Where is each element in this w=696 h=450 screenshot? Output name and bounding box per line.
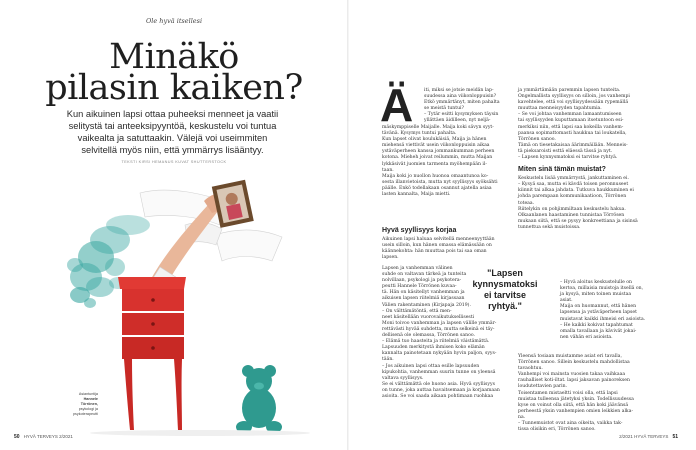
body-line: ystäväperheen kanssa jommankumman perheen bbox=[382, 149, 495, 155]
section-heading: Hyvä syyllisyys korjaa bbox=[382, 227, 457, 234]
body-line: Törrönen sanoo. Sillein keskustelu mahdollistaa bbox=[518, 360, 630, 366]
caption-line: Asiantuntija bbox=[78, 392, 98, 396]
body-line: yllättäen äidilleen, nyt neljä- bbox=[424, 118, 491, 124]
body-line: Vanhempi voi mainsta vuosien takaa vaihkaaa bbox=[518, 372, 626, 378]
body-line: – Tunnemuistot ovat aina oikeita, vaikka tak- bbox=[518, 421, 623, 427]
body-line: – Elämä tuo haasteita ja riitelmiä väistämättä. bbox=[382, 339, 490, 345]
body-line: aikuisen lapsen riitelmiä kirjassaan bbox=[382, 296, 465, 302]
body-line: sesta illanvietoista, mutta nyt syyllisyys syöksähti bbox=[382, 179, 498, 185]
page-number: 51 bbox=[672, 434, 678, 440]
title-line: Minäkö bbox=[109, 37, 239, 77]
body-line: tään. bbox=[382, 357, 394, 363]
body-line: paansa sopimattomasti haukkua tai loukatella, bbox=[518, 130, 627, 136]
body-line: toteaa. bbox=[518, 200, 535, 206]
body-line: Moni toivoo vanhemman ja lapsen välille ymmär- bbox=[382, 320, 497, 326]
body-line: Se ei välttämättä ole huono asia. Hyvä syyllisyys bbox=[382, 381, 495, 387]
body-line: lasten kannalta, Maija mietti. bbox=[382, 192, 451, 198]
pull-quote-line: ryhtyä." bbox=[488, 301, 522, 311]
left-folio bbox=[14, 434, 73, 440]
body-line: kiinnit tai alkaa jahdata. Tutkuva haukkuminen ei bbox=[518, 188, 634, 194]
body-line: se meistä tuntui? bbox=[424, 106, 464, 112]
body-line: Lapsuuden merkitystä ihmisen koko elämän bbox=[382, 345, 485, 351]
body-line: tä. Hän on käsitellyt vanhemman ja bbox=[382, 290, 465, 296]
right-column bbox=[518, 88, 638, 231]
body-line: tai syyllisyyden kuputtamaan itsetuntoon esi- bbox=[518, 118, 624, 124]
body-line: Etkö ymmärtänyt, miten pahalta bbox=[424, 100, 500, 106]
section-kicker: Ole hyvä itsellesi bbox=[145, 17, 203, 25]
body-line: kipukohtia, vanhemman suurin tunne on yleensä bbox=[382, 369, 496, 375]
right-folio bbox=[619, 434, 678, 440]
body-line: tissa olisikin eri, Törrönen sanoo. bbox=[518, 427, 596, 433]
body-line: valtava syyllisyys. bbox=[382, 375, 424, 381]
body-line: neet käsitellään vuorovaikutuksellisesti bbox=[382, 314, 475, 320]
body-line: miehensä viettivät usein viikonloppuisin aikaa bbox=[382, 143, 490, 149]
body-line: nolvillaan, psykologi ja psykotera- bbox=[382, 278, 462, 284]
body-line: Toisentamen mistaeltti voisi olla, että lapsi bbox=[518, 390, 618, 396]
body-line: käännekohta: hän muuttaa pois tai saa oman bbox=[382, 249, 487, 255]
intro-column-continued bbox=[382, 125, 498, 198]
body-line: – Kysyä saa, mutta ei kävdä toisen peronnuseet bbox=[518, 182, 629, 188]
pull-quote-line: ei tarvitse bbox=[483, 290, 527, 300]
body-line: päälle. Enkö todellakaan osannut ajatella asiaa bbox=[382, 185, 492, 191]
body-line: omalla tavallaan ja kävivät jokai- bbox=[560, 328, 637, 334]
red-dresser bbox=[118, 277, 186, 430]
body-line: on tunne, joka auttaa havaitsemaan ja korjaamaan bbox=[382, 387, 500, 393]
magazine-issue: HYVÄ TERVEYS 2/2021 bbox=[23, 434, 73, 439]
body-line: loudutettavien parin. bbox=[518, 384, 568, 390]
body-line: Olkaanlanen haastaminen tunnistaa Törrösen bbox=[518, 212, 625, 218]
body-line: na. bbox=[518, 414, 526, 420]
body-line: kavehtelee, että voi syyllisyydessään rypemällä bbox=[518, 100, 629, 106]
body-line: perheestä yksin vanhempien omien leikkien alka- bbox=[518, 408, 633, 414]
article-title bbox=[0, 37, 348, 108]
body-line: – Se voi johtaa vanhemman lamaantumiseen bbox=[518, 112, 622, 118]
body-line: nen vähän eri asioista. bbox=[560, 334, 613, 340]
right-column-end bbox=[518, 354, 634, 433]
lead-line: selitystä tai anteeksipyyntöä, keskustelu voi tuntua bbox=[68, 121, 277, 131]
body-line: muistaa tulleensa jätetyksi yksin. Todellisuudessa bbox=[518, 396, 634, 402]
page-gutter bbox=[347, 0, 349, 450]
body-line: mäskymppiselle Maijalle. Maija koki sävyn syyt- bbox=[382, 125, 494, 130]
body-line: suhde on valtavan tärkeä ja tunteita bbox=[382, 272, 467, 278]
right-column-indented bbox=[560, 280, 645, 341]
body-line: asiat. bbox=[560, 298, 573, 304]
body-line: Aikuinen lapsi haluaa selvitellä menneenyyttään bbox=[382, 237, 495, 242]
body-line: Välien rakentaminen (Kirjapaja 2019). bbox=[382, 302, 471, 308]
lead-line: selvitellä myös niin, että ymmärrys lisääntyy. bbox=[81, 145, 264, 155]
section-1 bbox=[382, 222, 495, 261]
body-line: lykkäsivät juomien tarmenta myöhempään il- bbox=[382, 161, 487, 167]
body-line: taan. bbox=[382, 167, 394, 173]
body-line: Maija koki jo nuollon huonoa omaantunoa ko- bbox=[382, 173, 489, 179]
article-lead bbox=[60, 108, 285, 156]
caption-line: Törrönen, bbox=[80, 402, 98, 406]
caption-line: Hannele bbox=[83, 397, 98, 401]
title-line: pilasin kaiken? bbox=[45, 68, 303, 108]
body-line: – On välttämätöntä, että men- bbox=[382, 308, 452, 314]
body-line: kotona. Mieheh joivat reilummin, mutta Maijan bbox=[382, 155, 493, 161]
body-line: Maija on huomannut, että hänen bbox=[560, 304, 637, 310]
body-line: – Jos aikuinen lapsi ottaa esille lapsuuden bbox=[382, 363, 480, 369]
body-line: Ongelmallista syyllisyys on silloin, jos vanhempi bbox=[518, 94, 630, 100]
caption-line: psykologi ja bbox=[78, 407, 98, 411]
body-line: rauhalliset koti-iltat. lapsi jaksavan painoreksen bbox=[518, 378, 630, 384]
body-line: lapsensa ja ystäväperheen lapset bbox=[560, 310, 637, 316]
body-line: mukaan siitä, että se pysyy konkreettiana ja sisinsä bbox=[518, 218, 638, 224]
photo-credit: TEKSTI KIRSI HEMANUS KUVAT SHUTTERSTOCK bbox=[121, 160, 227, 164]
body-line: Yleensä tosiaan muistamme asiat eri tavalla, bbox=[518, 354, 622, 359]
pull-quote-line: kynnysmatoksi bbox=[472, 279, 538, 289]
body-line: kyse on voinut olla siitä, että hän koki jäävänsä bbox=[518, 402, 629, 408]
caption-line: psykoterapeutti bbox=[72, 412, 98, 416]
body-line: muistavat kaikki ihmeisi eri asioista. bbox=[560, 316, 646, 322]
body-line: Tämä on tiesetakaisaa äärimmäilään. Menneis- bbox=[518, 142, 628, 148]
body-line: usein silloin, kun hänen omassa elämässään on bbox=[382, 243, 492, 249]
body-line: tavaohtuu. bbox=[518, 366, 543, 372]
body-line: iti, miksi se jotsie meidän lap- bbox=[424, 88, 494, 93]
body-line: Lapsen ja vanhemman välinen bbox=[382, 266, 453, 271]
body-line: – Hyvä aloitus keskustelulle on bbox=[560, 280, 633, 285]
body-line: peutti Hannele Törrönen kuvaa- bbox=[382, 284, 457, 290]
body-line: tunnettua sekä muistoissa. bbox=[518, 224, 581, 230]
section-heading: Miten sinä tämän muistat? bbox=[518, 166, 606, 174]
body-line: muuttaa menneisyyden tapahtumia. bbox=[518, 106, 602, 112]
floor-shadow bbox=[90, 430, 310, 436]
body-line: ja kysyä, miten toinen muistaa bbox=[560, 292, 632, 298]
body-line: asioita. Se voi saada aikaan pohtimaan ruohkaa bbox=[382, 393, 494, 399]
body-line: – Lapsen kynnysmatoksi ei tarvitse ryhtyä. bbox=[518, 155, 618, 161]
lead-line: Kun aikuinen lapsi ottaa puheeksi menneet ja vaatii bbox=[66, 109, 279, 119]
body-line: merkiksi niin, että lapsi saa kokeilla vanhem- bbox=[518, 124, 624, 130]
body-line: – Tytär esitti kysymyksen täysin bbox=[424, 112, 499, 118]
drop-cap: Ä bbox=[380, 79, 414, 131]
magazine-issue: 2/2021 HYVÄ TERVEYS bbox=[619, 434, 669, 439]
body-line: dellisenä ole olemassa, Törrönen sanoo. bbox=[382, 333, 476, 339]
body-line: rettävästi hyvää suhdetta, mutta selkeinä ei täy- bbox=[382, 326, 495, 332]
pull-quote-line: "Lapsen bbox=[487, 268, 523, 278]
expert-caption bbox=[60, 392, 98, 417]
body-line: Kun lapset olivat koulukäisiä, Maija ja hänen bbox=[382, 137, 487, 143]
body-line: ja ymmärtämään paremmin lapsen tunteita. bbox=[518, 88, 621, 93]
pull-quote bbox=[462, 268, 548, 312]
dresser-illustration bbox=[0, 165, 348, 440]
body-line: kannalta painotetaan nykyään hyvin paljon, syys- bbox=[382, 351, 497, 357]
body-line: lapsen. bbox=[382, 255, 399, 261]
body-line: tävänä. Kysymys tuntui pahalta. bbox=[382, 131, 457, 137]
body-line: Törrönen sanoo. bbox=[518, 136, 556, 142]
page-number: 50 bbox=[14, 434, 20, 440]
body-line: johda parempaan kommunikaatioon, Törrönen bbox=[518, 194, 627, 200]
body-line: Riitelykin on pohjimmiltaan keskustelu hakua. bbox=[518, 206, 626, 212]
body-line: tä pieksaroisti esttä eläessä tässä ja nyt. bbox=[518, 148, 613, 154]
body-line: kertoa, millaisia muistoja itsellä on, bbox=[560, 286, 644, 292]
body-line: suudessa aina viikonloppuisin? bbox=[424, 94, 497, 100]
body-line: Keskustelu lisää ymmärrystä, jankuttaminen ei. bbox=[518, 176, 629, 182]
intro-column bbox=[424, 88, 500, 125]
teddy-bear bbox=[236, 365, 282, 433]
body-line: – He kaikki kokivat tapahtumat bbox=[560, 322, 633, 328]
lead-line: vaikealta ja satuttaakin. Välejä voi useimmiten bbox=[77, 133, 268, 143]
